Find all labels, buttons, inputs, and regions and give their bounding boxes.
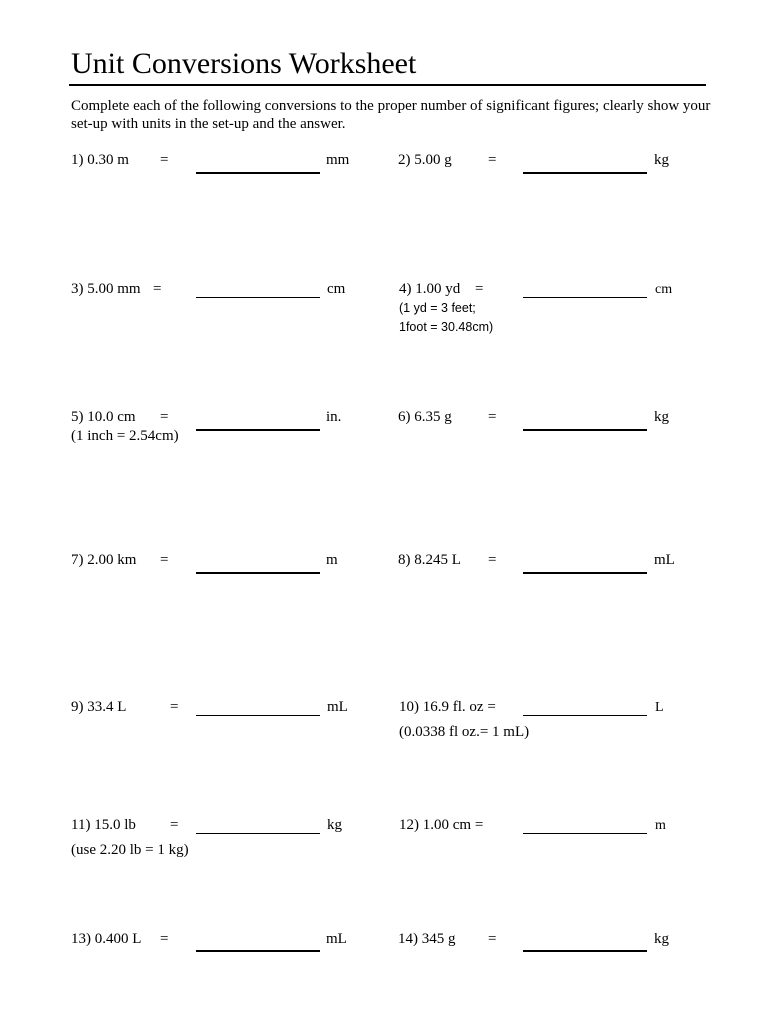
problem-14-answer-blank[interactable]: [523, 950, 647, 952]
problem-4-note-line-1: (1 yd = 3 feet;: [399, 301, 476, 315]
problem-5-equals: =: [160, 409, 169, 425]
problem-13-label: 13) 0.400 L: [71, 931, 142, 947]
worksheet-title: Unit Conversions Worksheet: [71, 47, 417, 80]
problem-4-equals: =: [475, 281, 484, 297]
problem-2-answer-blank[interactable]: [523, 172, 647, 174]
problem-4-answer-blank[interactable]: [523, 297, 647, 298]
problem-5-label: 5) 10.0 cm: [71, 409, 136, 425]
problem-8-label: 8) 8.245 L: [398, 552, 461, 568]
problem-11-unit: kg: [327, 817, 342, 833]
problem-2-equals: =: [488, 152, 497, 168]
problem-10-note: (0.0338 fl oz.= 1 mL): [399, 724, 530, 740]
problem-6-answer-blank[interactable]: [523, 429, 647, 431]
problem-9-answer-blank[interactable]: [196, 715, 320, 716]
problem-2-unit: kg: [654, 152, 669, 168]
problem-4-note-line-2: 1foot = 30.48cm): [399, 320, 494, 334]
problem-8-answer-blank[interactable]: [523, 572, 647, 574]
problem-3-unit: cm: [327, 281, 346, 297]
problem-3-answer-blank[interactable]: [196, 297, 320, 298]
problem-10-label: 10) 16.9 fl. oz =: [399, 699, 496, 715]
problem-9-unit: mL: [327, 699, 348, 715]
problem-12-label: 12) 1.00 cm =: [399, 817, 484, 833]
problem-4-unit: cm: [655, 282, 673, 297]
problem-8-equals: =: [488, 552, 497, 568]
problem-12-answer-blank[interactable]: [523, 833, 647, 834]
problem-12-unit: m: [655, 818, 666, 833]
problem-1-label: 1) 0.30 m: [71, 152, 129, 168]
problem-13-unit: mL: [326, 931, 347, 947]
problem-5-unit: in.: [326, 409, 342, 425]
problem-6-unit: kg: [654, 409, 669, 425]
problem-3-label: 3) 5.00 mm: [71, 281, 141, 297]
problem-1-equals: =: [160, 152, 169, 168]
problem-9-label: 9) 33.4 L: [71, 699, 127, 715]
problem-8-unit: mL: [654, 552, 675, 568]
problem-13-equals: =: [160, 931, 169, 947]
problem-10-answer-blank[interactable]: [523, 715, 647, 716]
problem-6-equals: =: [488, 409, 497, 425]
problem-7-answer-blank[interactable]: [196, 572, 320, 574]
instructions-text: Complete each of the following conversions to the proper number of significant figures; clearly show your set-up with units in the set-up and the answer.: [71, 98, 711, 132]
problem-4-label: 4) 1.00 yd: [399, 281, 461, 297]
problem-3-equals: =: [153, 281, 162, 297]
problem-14-equals: =: [488, 931, 497, 947]
problem-5-answer-blank[interactable]: [196, 429, 320, 431]
problem-11-note: (use 2.20 lb = 1 kg): [71, 842, 189, 858]
problem-9-equals: =: [170, 699, 179, 715]
problem-2-label: 2) 5.00 g: [398, 152, 452, 168]
problem-1-answer-blank[interactable]: [196, 172, 320, 174]
problem-14-unit: kg: [654, 931, 669, 947]
problem-11-answer-blank[interactable]: [196, 833, 320, 834]
problem-7-equals: =: [160, 552, 169, 568]
problem-10-unit: L: [655, 700, 664, 715]
title-underline: [69, 84, 706, 86]
problem-7-label: 7) 2.00 km: [71, 552, 137, 568]
problem-6-label: 6) 6.35 g: [398, 409, 452, 425]
problem-1-unit: mm: [326, 152, 350, 168]
problem-13-answer-blank[interactable]: [196, 950, 320, 952]
problem-7-unit: m: [326, 552, 338, 568]
problem-11-label: 11) 15.0 lb: [71, 817, 136, 833]
problem-5-note: (1 inch = 2.54cm): [71, 428, 179, 444]
problem-14-label: 14) 345 g: [398, 931, 456, 947]
problem-11-equals: =: [170, 817, 179, 833]
